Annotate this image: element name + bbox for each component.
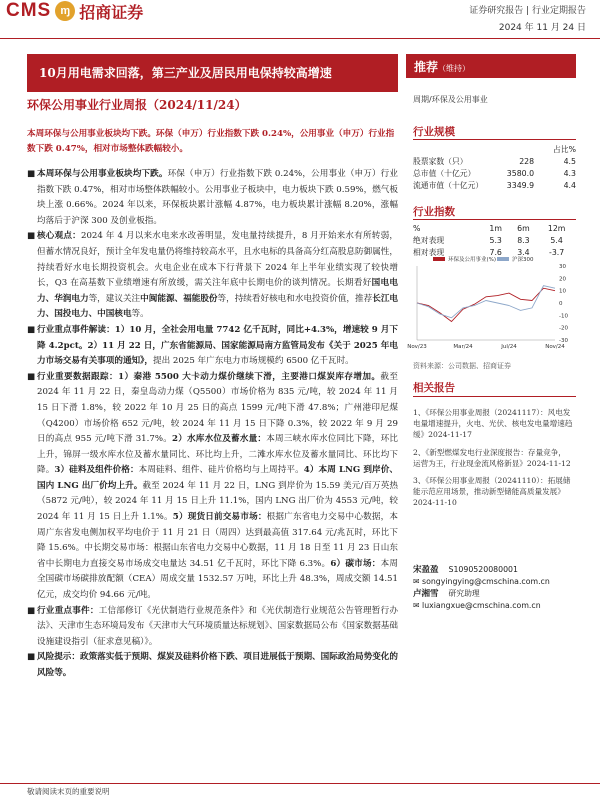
cell: 8.3 <box>517 235 530 245</box>
para-text: 等。 <box>131 309 149 320</box>
para-text: 环保（申万）行业指数下跌 0.24%，公用事业（申万）行业指数下跌 0.47%，相对市场整体跌幅较小。公用事业子板块中，电力板块下跌 0.59%，燃气板块上涨 0.66%。2024 年以来，环保板块累计涨幅 4.87%，电力板块累计涨幅 8.20%，涨幅均落后于沪深 300 及创业板指。 <box>37 169 398 226</box>
para-text: 本周三峡水库水位同比下降，环比上升，锦屏一级水库水位及蓄水量同比、环比均上升，二滩水库水位及蓄水量同比、环比均下降。 <box>37 434 398 476</box>
chart-legend-label: 环保及公用事业(%) <box>448 257 497 263</box>
bullet-icon: ■ <box>27 605 36 616</box>
report-subtitle: 环保公用事业行业周报（2024/11/24） <box>27 98 247 112</box>
table-row <box>413 179 576 191</box>
col-header: 6m <box>517 223 530 233</box>
table-header-row <box>413 222 576 234</box>
para-lead: 行业重要数据跟踪：1）秦港 5500 大卡动力煤价继续下滑，主要港口煤炭库存增加。 <box>37 371 381 382</box>
table-row <box>413 234 576 246</box>
para-bold: 5）现货日前交易市场： <box>172 512 267 523</box>
analyst-row <box>413 564 576 576</box>
chart-y-tick-label: -30 <box>559 338 568 344</box>
cell: 5.3 <box>489 235 502 245</box>
unit-header: 占比% <box>552 144 576 154</box>
footer-divider <box>0 783 600 784</box>
col-header: % <box>413 223 421 233</box>
row-label: 流通市值（十亿元） <box>413 180 484 190</box>
analyst-email[interactable]: luxiangxue@cmschina.com.cn <box>422 601 541 610</box>
analyst-name: 卢湘雪 <box>413 589 439 599</box>
brand-cn: 招商证券 <box>79 2 144 22</box>
report-body <box>27 167 398 682</box>
chart-x-tick-label: Nov/24 <box>545 344 565 350</box>
analyst-email[interactable]: songyingying@cmschina.com.cn <box>422 577 550 586</box>
analyst-name: 宋盈盈 <box>413 565 439 575</box>
body-para-5 <box>27 604 398 651</box>
para-bold: 3）硅料及组件价格： <box>54 465 139 476</box>
brand-badge-icon: ɱ <box>55 1 75 21</box>
chart-legend-label: 沪深300 <box>512 257 534 263</box>
related-report-link[interactable]: 1、《环保公用事业周报（20241117）：风电发电量增速提升，火电、光伏、核电发电量增速趋缓》2024-11-17 <box>413 408 573 440</box>
related-report-link[interactable]: 3、《环保公用事业周报（20241110）：拓展储能示范应用场景，推动新型储能高质量发展》2024-11-10 <box>413 476 571 508</box>
para-bold: 长江电力、国投电力、中国核电 <box>37 293 399 320</box>
para-bold: 6）碳市场： <box>330 558 381 569</box>
chart-y-tick-label: -20 <box>559 325 568 332</box>
rating-box <box>406 54 576 78</box>
section-divider <box>413 219 576 220</box>
chart-x-tick-label: Jul/24 <box>501 344 517 350</box>
rating-label: 推荐 <box>414 60 439 74</box>
row-value: 3349.9 <box>506 180 535 190</box>
chart-legend-swatch <box>497 257 509 261</box>
cell: 7.6 <box>489 247 502 257</box>
sector-index-table <box>413 222 576 258</box>
para-text: 等，持续看好核电和水电投资价值，推荐 <box>217 293 373 304</box>
para-bold: 国电电力、华润电力 <box>37 278 398 304</box>
para-text: 截至 2024 年 11 月 22 日，秦皇岛动力煤（Q5500）市场价格为 835 元/吨，较 2024 年 11 月 15 日下滑 1.8%，较 2022 年 10 月 25 日的高点 1599 元/吨下滑 47.8%；广州港印尼煤（Q4200）市场价格 652 元/吨，较 2024 年 11 月 15 日下降 0.3%，较 2022 年 9 月 29 日的高点 955 元/吨下滑 31.7%。 <box>37 371 398 445</box>
section-title-index: 行业指数 <box>413 206 455 218</box>
chart-series-line <box>417 288 555 321</box>
related-reports <box>413 407 573 515</box>
chart-x-tick-label: Nov/23 <box>407 344 427 350</box>
mail-icon: ✉ <box>413 577 420 586</box>
para-text: 本周全国碳市场碳排放配额（CEA）周成交量 1532.57 万吨，环比上升 48.3%，周成交额 14.51 亿元，成交均价 94.66 元/吨。 <box>37 558 398 601</box>
bullet-icon: ■ <box>27 652 36 663</box>
para-lead: 风险提示：政策落实低于预期、煤炭及硅料价格下跌、项目进展低于预期、国际政治局势变化的风险等。 <box>37 652 398 678</box>
para-text: 等，建议关注 <box>88 293 141 304</box>
index-chart <box>407 254 576 354</box>
row-value: 228 <box>519 156 535 166</box>
bullet-icon: ■ <box>27 169 36 179</box>
analyst-row <box>413 588 576 600</box>
row-pct: 4.3 <box>563 168 576 178</box>
chart-x-tick-label: Mar/24 <box>453 344 473 350</box>
industry-tag: 周期/环保及公用事业 <box>413 95 488 104</box>
para-text: 工信部修订《光伏制造行业规范条件》和《光伏制造行业规范公告管理暂行办法》、天津市生态环境局发布《天津市大气环境质量达标规划》、国家数据局公布《国家数据基础设施建设指引（征求意见稿）》。 <box>37 605 398 647</box>
body-para-2 <box>27 229 398 323</box>
row-pct: 4.4 <box>563 180 576 190</box>
body-para-1 <box>27 167 398 229</box>
row-pct: 4.5 <box>563 156 576 166</box>
para-text: 截至 2024 年 11 月 22 日，LNG 到岸价为 15.59 美元/百万英热（5872 元/吨），较 2024 年 11 月 15 日上升 11.1%，国内 LNG 出厂价为 4553 元/吨，较 2024 年 11 月 15 日上升 1.1%。 <box>37 480 398 523</box>
body-para-3 <box>27 323 398 370</box>
row-value: 3580.0 <box>506 168 535 178</box>
doc-type: 证券研究报告 | 行业定期报告 <box>469 6 586 16</box>
chart-y-tick-label: 20 <box>559 276 566 283</box>
analyst-row <box>413 600 576 612</box>
doc-date: 2024 年 11 月 24 日 <box>498 23 586 33</box>
cell: 3.4 <box>517 247 530 257</box>
para-text: 根据广东省电力交易中心数据，本周广东省发电侧加权平均电价于 11 月 21 日（周四）达到最高值 317.64 元/兆瓦时，环比下降 15.6%。中长期交易市场：根据山东省电力交易中心数据，11 月 18 日至 11 月 23 日山东省中长期电力直接交易市场成交电量达 34.51 亿千瓦时，环比下降 6.3%。 <box>37 512 398 569</box>
header-divider <box>0 38 600 39</box>
summary: 本周环保与公用事业板块均下跌。环保（申万）行业指数下跌 0.24%，公用事业（申万）行业指数下跌 0.47%，相对市场整体跌幅较小。 <box>27 129 395 154</box>
bullet-icon: ■ <box>27 231 36 242</box>
analyst-row <box>413 576 576 588</box>
para-text: 本周硅料、组件、硅片价格均与上周持平。 <box>138 465 304 476</box>
mail-icon: ✉ <box>413 601 420 610</box>
row-label: 相对表现 <box>413 247 445 257</box>
chart-y-tick-label: 0 <box>559 301 563 307</box>
cell: 5.4 <box>550 235 563 245</box>
para-lead: 行业重点事件： <box>37 605 99 616</box>
brand-en: CMS <box>6 0 52 21</box>
para-bold: 4）本周 LNG 到岸价、国内 LNG 出厂价均上升。 <box>37 465 398 491</box>
para-lead: 核心观点： <box>37 231 81 242</box>
table-row <box>413 155 576 167</box>
analyst-block <box>413 564 576 612</box>
section-title-related: 相关报告 <box>413 382 455 394</box>
analyst-role: 研究助理 <box>448 589 480 598</box>
related-report-link[interactable]: 2、《新型燃煤发电行业深度报告：存量竞争，运营为王，行业现金流风格新显》2024-11-12 <box>413 447 571 468</box>
footer-note: 敬请阅读末页的重要说明 <box>27 787 110 796</box>
col-header: 1m <box>489 223 502 233</box>
bullet-icon: ■ <box>27 371 36 382</box>
analyst-id: S1090520080001 <box>448 565 518 574</box>
row-label: 总市值（十亿元） <box>413 168 476 178</box>
sector-scale-table <box>413 143 576 191</box>
para-bold: 2）水库水位及蓄水量： <box>172 434 267 445</box>
chart-y-tick-label: 30 <box>559 264 566 270</box>
col-header: 12m <box>547 223 566 233</box>
body-para-4 <box>27 370 398 604</box>
para-text: 2024 年 4 月以来水电来水改善明显，发电量持续提升，8 月开始来水有所转弱，但蓄水情况良好，预计全年发电量仍将维持较高水平，且水电标的具备高分红高股息防御属性，持续看好水电长期投资机会。火电企业在成本下行背景下 2024 年上半年业绩实现了较快增长，Q3 在高基数下业绩增速有所放缓，需关注年底中长期电价的谈判情况。长期看好 <box>37 231 398 289</box>
para-lead: 行业重点事件解读：1）10 月，全社会用电量 7742 亿千瓦时，同比+4.3%，增速较 9 月下降 4.2pct。2）11 月 22 日，广东省能源局、国家能源局南方监管局发布《关于 2025 年电力市场交易有关事项的通知》， <box>37 324 398 367</box>
section-divider <box>413 396 576 397</box>
section-title-scale: 行业规模 <box>413 126 455 138</box>
bullet-icon: ■ <box>27 324 36 335</box>
rating-sub: （维持） <box>438 64 471 73</box>
chart-series-line <box>417 286 555 318</box>
section-divider <box>413 139 576 140</box>
chart-legend-swatch <box>433 257 445 261</box>
row-label: 绝对表现 <box>413 235 445 245</box>
para-text: 提出 2025 年广东电力市场规模约 6500 亿千瓦时。 <box>153 356 354 367</box>
source-note: 资料来源：公司数据、招商证券 <box>413 362 511 370</box>
brand-logo <box>6 0 236 22</box>
para-bold: 中闽能源、福能股份 <box>140 293 218 304</box>
para-lead: 本周环保与公用事业板块均下跌。 <box>37 169 168 179</box>
cell: -3.7 <box>549 247 565 257</box>
table-row <box>413 167 576 179</box>
banner-title: 10月用电需求回落，第三产业及居民用电保持较高增速 <box>27 54 398 92</box>
row-label: 股票家数（只） <box>413 156 468 166</box>
body-para-6 <box>27 650 398 681</box>
chart-y-tick-label: -10 <box>559 313 568 320</box>
chart-y-tick-label: 10 <box>559 288 566 295</box>
